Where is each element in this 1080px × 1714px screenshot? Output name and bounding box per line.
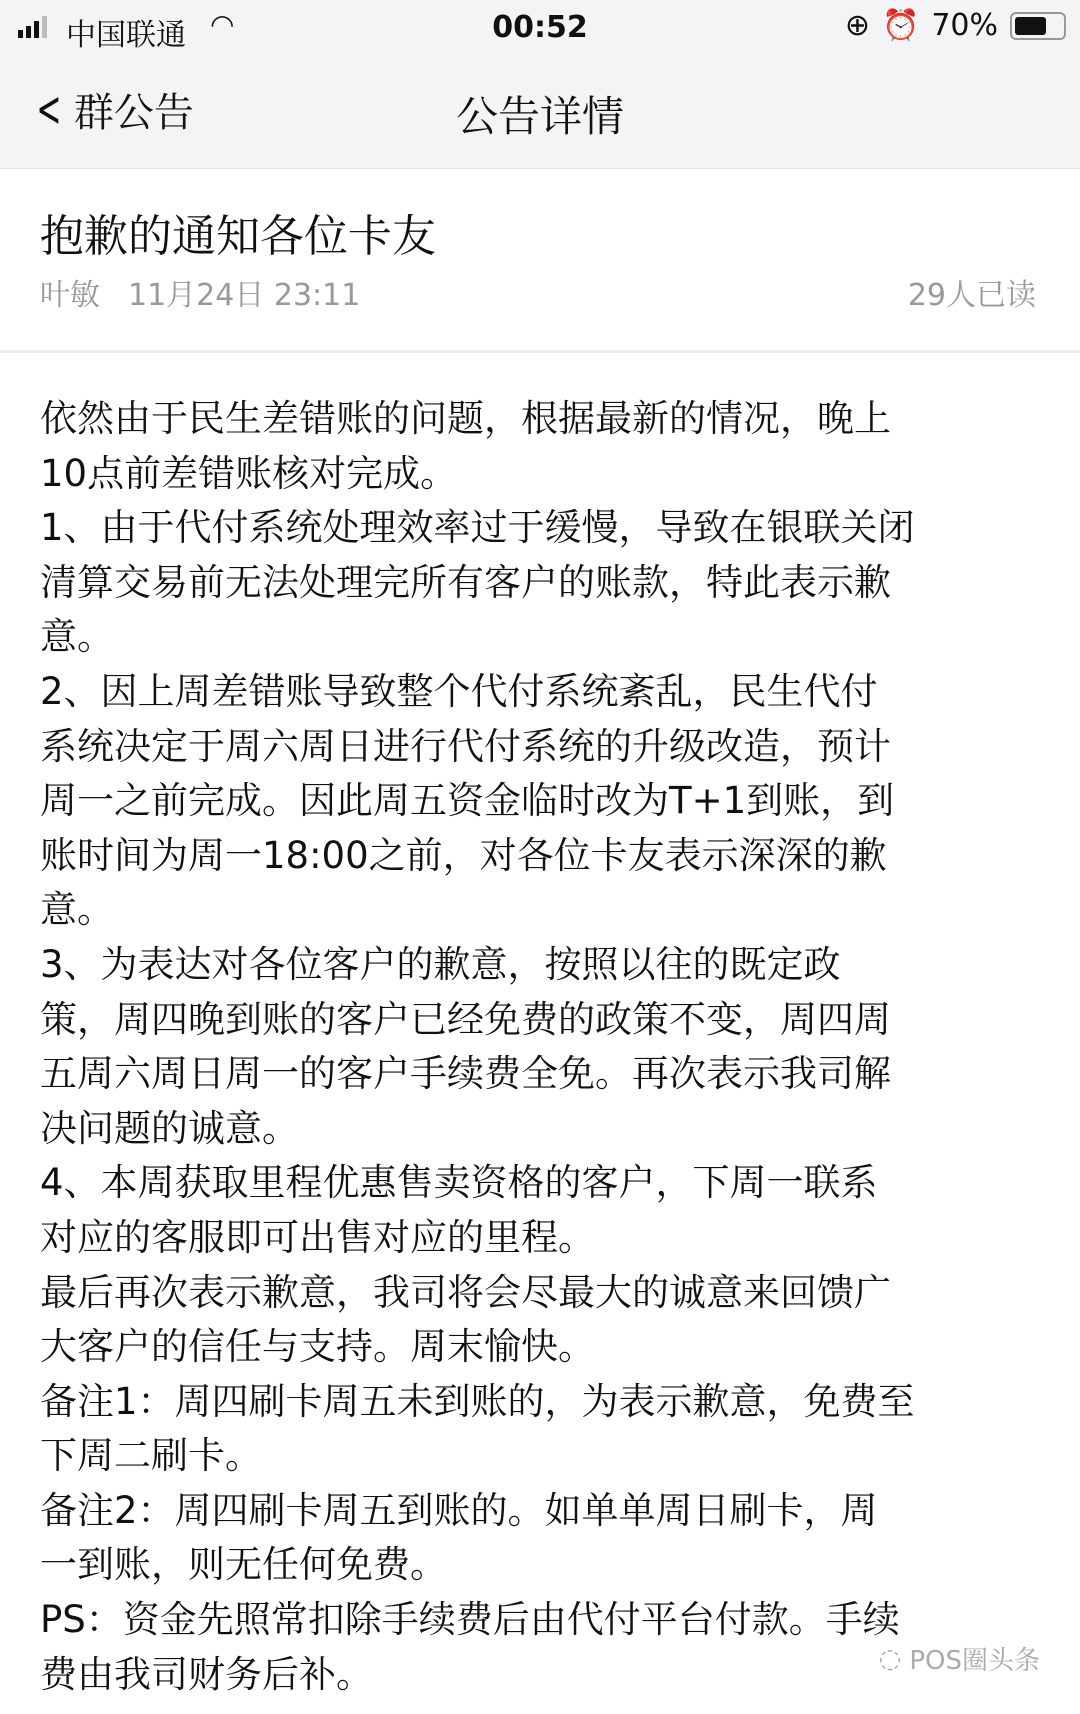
orientation-lock-icon: ⊕ bbox=[844, 8, 870, 43]
body-line: 一到账，则无任何免费。 bbox=[40, 1543, 447, 1587]
body-line: 4、本周获取里程优惠售卖资格的客户，下周一联系 bbox=[40, 1161, 878, 1205]
announcement-body bbox=[40, 392, 915, 1702]
carrier-name: 中国联通 bbox=[66, 18, 186, 53]
watermark bbox=[879, 1640, 1040, 1677]
body-line: 备注1：周四刷卡周五未到账的，为表示歉意，免费至 bbox=[40, 1379, 915, 1423]
author: 叶敏 bbox=[40, 278, 100, 313]
chevron-left-icon: < bbox=[36, 80, 62, 138]
body-line: 依然由于民生差错账的问题，根据最新的情况，晚上 bbox=[40, 397, 891, 440]
body-line: 五周六周日周一的客户手续费全免。再次表示我司解 bbox=[40, 1052, 891, 1096]
wechat-icon: ◌ bbox=[878, 1643, 902, 1674]
body-line: 意。 bbox=[40, 888, 114, 932]
body-line: 决问题的诚意。 bbox=[40, 1106, 299, 1150]
announcement-meta bbox=[40, 270, 388, 314]
body-line: 备注2：周四刷卡周五到账的。如单单周日刷卡，周 bbox=[40, 1488, 878, 1532]
body-line: 大客户的信任与支持。周末愉快。 bbox=[40, 1325, 595, 1369]
divider bbox=[0, 350, 1080, 353]
body-line: 清算交易前无法处理完所有客户的账款，特此表示歉 bbox=[40, 560, 891, 604]
announcement-title: 抱歉的通知各位卡友 bbox=[40, 211, 436, 262]
body-line: 账时间为周一18:00之前，对各位卡友表示深深的歉 bbox=[40, 833, 887, 877]
alarm-icon: ⏰ bbox=[881, 8, 920, 43]
nav-bar bbox=[0, 70, 1080, 160]
body-line: 系统决定于周六周日进行代付系统的升级改造，预计 bbox=[40, 724, 891, 768]
watermark-text: POS圈头条 bbox=[909, 1646, 1040, 1676]
body-line: 最后再次表示歉意，我司将会尽最大的诚意来回馈广 bbox=[40, 1270, 891, 1314]
page-title: 公告详情 bbox=[455, 92, 624, 141]
datetime: 11月24日 23:11 bbox=[128, 278, 361, 313]
body-line: 下周二刷卡。 bbox=[40, 1434, 262, 1478]
body-line: 2、因上周差错账导致整个代付系统紊乱，民生代付 bbox=[40, 669, 878, 713]
body-line: PS：资金先照常扣除手续费后由代付平台付款。手续 bbox=[40, 1598, 900, 1642]
body-line: 策，周四晚到账的客户已经免费的政策不变，周四周 bbox=[40, 997, 891, 1041]
body-line: 3、为表达对各位客户的歉意，按照以往的既定政 bbox=[40, 942, 841, 986]
body-line: 费由我司财务后补。 bbox=[40, 1652, 373, 1696]
read-count[interactable]: 29人已读 bbox=[907, 278, 1036, 313]
wifi-icon: ◠ bbox=[210, 8, 235, 41]
back-label: 群公告 bbox=[73, 89, 194, 136]
body-line: 周一之前完成。因此周五资金临时改为T+1到账，到 bbox=[40, 779, 895, 823]
battery-percent: 70% bbox=[931, 8, 998, 43]
top-bar bbox=[0, 0, 1080, 169]
body-line: 对应的客服即可出售对应的里程。 bbox=[40, 1215, 595, 1259]
status-time: 00:52 bbox=[492, 10, 588, 45]
body-line: 1、由于代付系统处理效率过于缓慢，导致在银联关闭 bbox=[40, 506, 915, 550]
body-line: 10点前差错账核对完成。 bbox=[40, 451, 458, 495]
status-bar bbox=[0, 0, 1080, 56]
body-line: 意。 bbox=[40, 615, 114, 659]
battery-icon bbox=[1010, 12, 1066, 40]
